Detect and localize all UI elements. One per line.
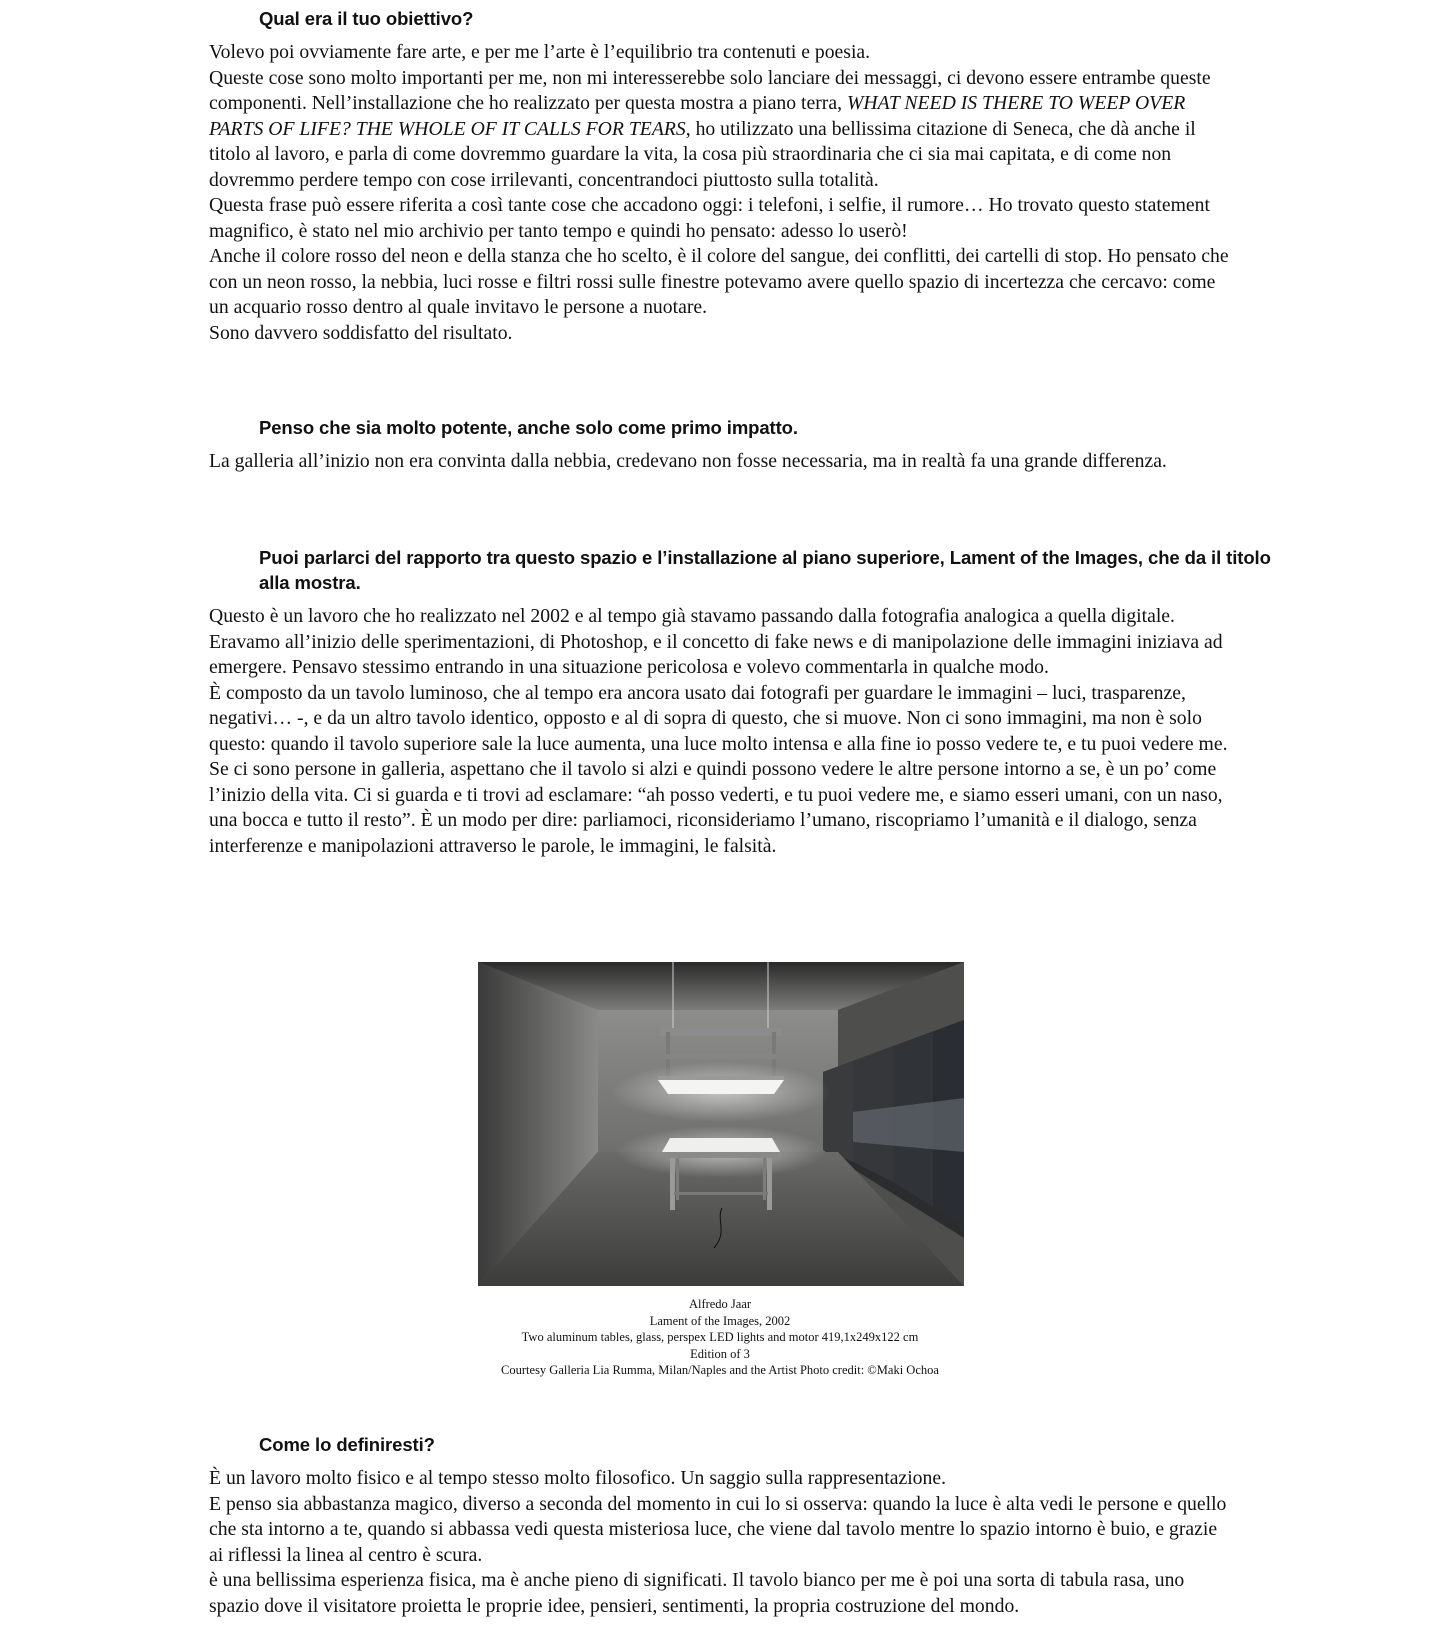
paragraph-text: Queste cose sono molto importanti per me, non mi interesserebbe solo lanciare dei messaggi, ci devono essere entrambe queste componenti. Nell’installazione che ho realizzato per questa mostra a piano terra, (209, 66, 1211, 114)
paragraph: Questa frase può essere riferita a così tante cose che accadono oggi: i telefoni, i selfie, il rumore… Ho trovato questo statement magnifico, è stato nel mio archivio per tanto tempo e quindi ho pensato: adesso lo userò! (209, 194, 1210, 242)
caption-title: Lament of the Images, 2002 (649, 1313, 791, 1328)
paragraph: È composto da un tavolo luminoso, che al tempo era ancora usato dai fotografi per guardare le immagini – luci, trasparenze, negativi… -, e da un altro tavolo identico, opposto e al di sopra di questo, che si muove. Non ci sono immagini, ma non è solo questo: quando il tavolo superiore sale la luce aumenta, una luce molto intensa e alla fine io posso vedere te, e tu puoi vedere me. Se ci sono persone in galleria, aspettano che il tavolo si alzi e quindi possono vedere le altre persone intorno a se, è un po’ come l’inizio della vita. Ci si guarda e ti trovi ad esclamare: “ah posso vederti, e tu puoi vedere me, e siamo esseri umani, con un naso, una bocca e tutto il resto”. È un modo per dire: parliamoci, riconsideriamo l’umano, riscopriamo l’umanità e il dialogo, senza interferenze e manipolazioni attraverso le parole, le immagini, le falsità. (209, 681, 1228, 857)
question-heading: Qual era il tuo obiettivo? (259, 8, 474, 29)
caption-materials: Two aluminum tables, glass, perspex LED lights and motor 419,1x249x122 cm (521, 1330, 919, 1344)
installation-photo (478, 962, 964, 1286)
paragraph: Volevo poi ovviamente fare arte, e per me l’arte è l’equilibrio tra contenuti e poesia. (209, 41, 871, 63)
question-heading: Come lo definiresti? (259, 1434, 435, 1455)
question-heading: Puoi parlarci del rapporto tra questo spazio e l’installazione al piano superiore, Lament of the Images, che da il titolo alla mostra. (259, 547, 1271, 593)
question-heading: Penso che sia molto potente, anche solo come primo impatto. (259, 417, 798, 438)
gallery-photo (478, 962, 964, 1286)
paragraph: Sono davvero soddisfatto del risultato. (209, 321, 513, 344)
artwork-title: WHAT NEED IS THERE TO WEEP OVER PARTS OF LIFE? THE WHOLE OF IT CALLS FOR TEARS (209, 92, 1186, 140)
paragraph: Anche il colore rosso del neon e della stanza che ho scelto, è il colore del sangue, dei conflitti, dei cartelli di stop. Ho pensato che con un neon rosso, la nebbia, luci rosse e filtri rossi sulle finestre potevamo avere quello spazio di incertezza che cercavo: come un acquario rosso dentro al quale invitavo le persone a nuotare. (209, 245, 1229, 318)
figure-caption (0, 1296, 1440, 1379)
answer-text (209, 40, 1234, 346)
caption-artist: Alfredo Jaar (688, 1297, 752, 1311)
caption-credit: Courtesy Galleria Lia Rumma, Milan/Naples and the Artist Photo credit: ©Maki Ochoa (501, 1363, 939, 1377)
paragraph: È un lavoro molto fisico e al tempo stesso molto filosofico. Un saggio sulla rappresentazione. (209, 1467, 947, 1489)
paragraph-text: , ho utilizzato una bellissima citazione di Seneca, che dà anche il titolo al lavoro, e parla di come dovremmo guardare la vita, la cosa più straordinaria che ci sia mai capitata, e di come non dovremmo perdere tempo con cose irrilevanti, concentrandoci piuttosto sulla totalità. (209, 117, 1196, 191)
paragraph: Questo è un lavoro che ho realizzato nel 2002 e al tempo già stavamo passando dalla fotografia analogica a quella digitale. Eravamo all’inizio delle sperimentazioni, di Photoshop, e il concetto di fake news e di manipolazione delle immagini iniziava ad emergere. Pensavo stessimo entrando in una situazione pericolosa e volevo commentarla in qualche modo. (209, 605, 1223, 678)
paragraph: La galleria all’inizio non era convinta dalla nebbia, credevano non fosse necessaria, ma in realtà fa una grande differenza. (209, 450, 1167, 472)
caption-edition: Edition of 3 (690, 1346, 750, 1361)
answer-text (209, 449, 1234, 475)
paragraph (209, 66, 1234, 194)
answer-text (209, 604, 1234, 859)
paragraph: è una bellissima esperienza fisica, ma è anche pieno di significati. Il tavolo bianco per me è poi una sorta di tabula rasa, uno spazio dove il visitatore proietta le proprie idee, pensieri, sentimenti, la propria costruzione del mondo. (209, 1569, 1185, 1617)
paragraph: E penso sia abbastanza magico, diverso a seconda del momento in cui lo si osserva: quando la luce è alta vedi le persone e quello che sta intorno a te, quando si abbassa vedi questa misteriosa luce, che viene dal tavolo mentre lo spazio intorno è buio, e grazie ai riflessi la linea al centro è scura. (209, 1492, 1227, 1566)
answer-text (209, 1466, 1234, 1619)
